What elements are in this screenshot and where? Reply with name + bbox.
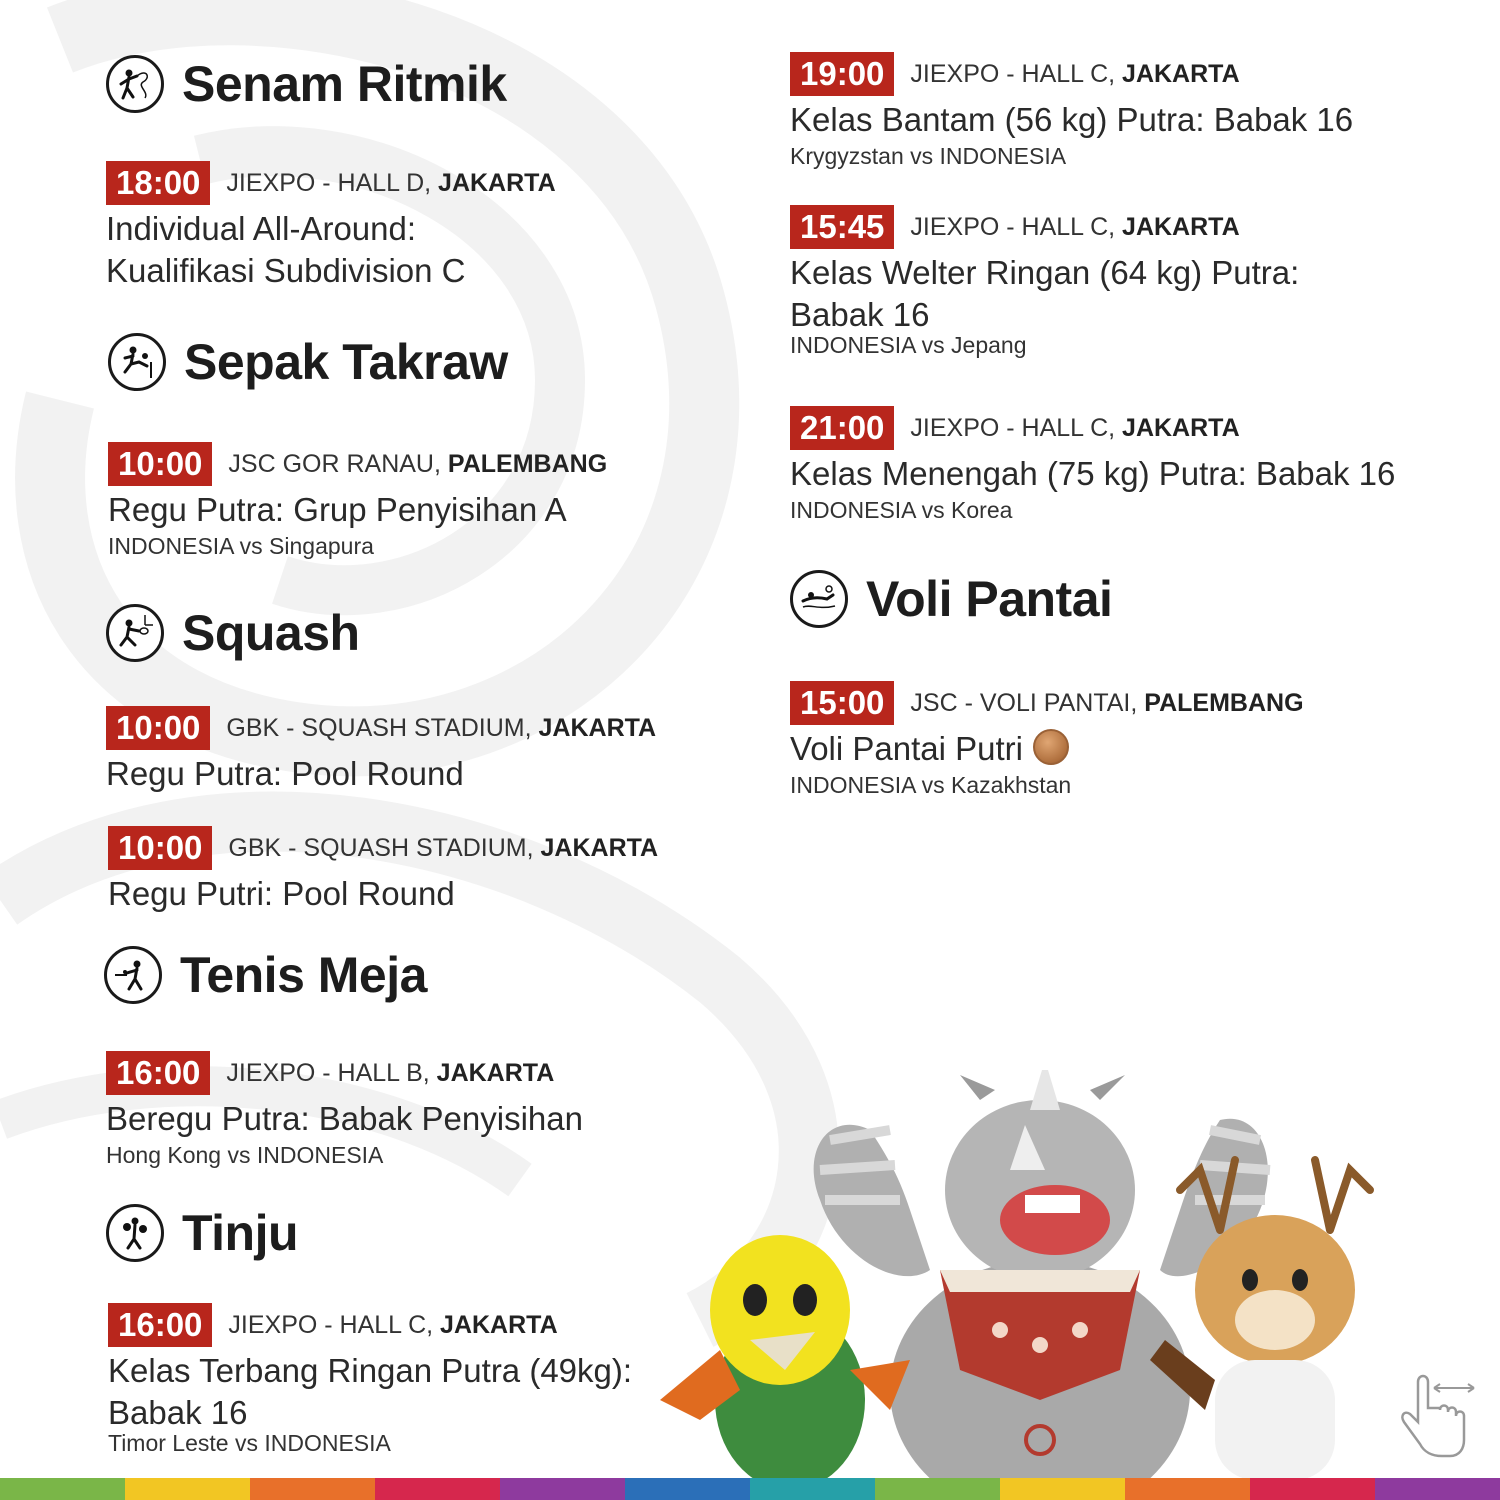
- beach-volleyball-icon: [790, 570, 848, 628]
- event-title: Regu Putra: Pool Round: [106, 755, 464, 792]
- sport-title: Tenis Meja: [180, 947, 427, 1003]
- event-card: [106, 705, 656, 795]
- event-time: 21:00: [790, 406, 894, 450]
- event-time: 16:00: [108, 1303, 212, 1347]
- event-card: [790, 51, 1353, 171]
- event-title: Kelas Bantam (56 kg) Putra: Babak 16: [790, 101, 1354, 138]
- event-match: Hong Kong vs INDONESIA: [106, 1142, 384, 1168]
- event-match: Krygyzstan vs INDONESIA: [790, 143, 1067, 169]
- event-match: INDONESIA vs Jepang: [790, 332, 1027, 358]
- event-venue: JIEXPO - HALL B, JAKARTA: [226, 1058, 555, 1087]
- event-venue: JIEXPO - HALL C, JAKARTA: [228, 1310, 558, 1339]
- event-match: INDONESIA vs Kazakhstan: [790, 772, 1072, 798]
- event-venue: GBK - SQUASH STADIUM, JAKARTA: [226, 713, 657, 742]
- squash-icon: [106, 604, 164, 662]
- sport-title: Tinju: [182, 1205, 299, 1261]
- event-time: 18:00: [106, 161, 210, 205]
- boxing-icon: [106, 1204, 164, 1262]
- event-venue: JIEXPO - HALL C, JAKARTA: [910, 212, 1240, 241]
- event-title: Regu Putri: Pool Round: [108, 875, 455, 912]
- event-venue: JIEXPO - HALL D, JAKARTA: [226, 168, 556, 197]
- event-match: Timor Leste vs INDONESIA: [108, 1430, 391, 1456]
- event-match: INDONESIA vs Singapura: [108, 533, 374, 559]
- event-card: [790, 405, 1395, 525]
- event-title: Beregu Putra: Babak Penyisihan: [106, 1100, 583, 1137]
- event-card: [790, 204, 1299, 360]
- sport-title: Squash: [182, 605, 360, 661]
- sport-heading-senam-ritmik: [106, 55, 507, 113]
- event-time: 10:00: [108, 442, 212, 486]
- sport-heading-tinju: [106, 1204, 298, 1262]
- sport-title: Sepak Takraw: [184, 334, 508, 390]
- event-title: Kelas Menengah (75 kg) Putra: Babak 16: [790, 455, 1396, 492]
- sport-heading-sepak-takraw: [108, 333, 508, 391]
- sepak-takraw-icon: [108, 333, 166, 391]
- event-time: 10:00: [108, 826, 212, 870]
- event-match: INDONESIA vs Korea: [790, 497, 1013, 523]
- event-card: [108, 441, 607, 561]
- sport-title: Senam Ritmik: [182, 56, 507, 112]
- mascots-illustration: [660, 1070, 1420, 1490]
- event-venue: JIEXPO - HALL C, JAKARTA: [910, 59, 1240, 88]
- event-title: Kelas Terbang Ringan Putra (49kg): Babak 16: [108, 1352, 633, 1431]
- event-card: [108, 1302, 632, 1458]
- event-title: Regu Putra: Grup Penyisihan A: [108, 491, 567, 528]
- event-card: [106, 160, 556, 292]
- bronze-medal-icon: [1033, 729, 1069, 765]
- sport-heading-tenis-meja: [104, 946, 427, 1004]
- event-card: [790, 680, 1304, 800]
- rhythmic-gymnastics-icon: [106, 55, 164, 113]
- event-title: Kelas Welter Ringan (64 kg) Putra: Babak 16: [790, 254, 1300, 333]
- sport-title: Voli Pantai: [866, 571, 1113, 627]
- bird-mascot: [660, 1235, 910, 1490]
- event-venue: GBK - SQUASH STADIUM, JAKARTA: [228, 833, 659, 862]
- event-time: 19:00: [790, 52, 894, 96]
- event-time: 10:00: [106, 706, 210, 750]
- event-venue: JSC GOR RANAU, PALEMBANG: [228, 449, 608, 478]
- event-time: 15:45: [790, 205, 894, 249]
- event-card: [108, 825, 658, 915]
- event-title: Individual All-Around: Kualifikasi Subdivision C: [106, 210, 466, 289]
- sport-heading-voli-pantai: [790, 570, 1112, 628]
- event-title: Voli Pantai Putri: [790, 728, 1304, 770]
- table-tennis-icon: [104, 946, 162, 1004]
- sport-heading-squash: [106, 604, 360, 662]
- decorative-color-strip: [0, 1478, 1500, 1500]
- event-card: [106, 1050, 583, 1170]
- event-venue: JSC - VOLI PANTAI, PALEMBANG: [910, 688, 1304, 717]
- event-venue: JIEXPO - HALL C, JAKARTA: [910, 413, 1240, 442]
- swipe-hand-icon: [1398, 1372, 1478, 1458]
- event-time: 16:00: [106, 1051, 210, 1095]
- event-time: 15:00: [790, 681, 894, 725]
